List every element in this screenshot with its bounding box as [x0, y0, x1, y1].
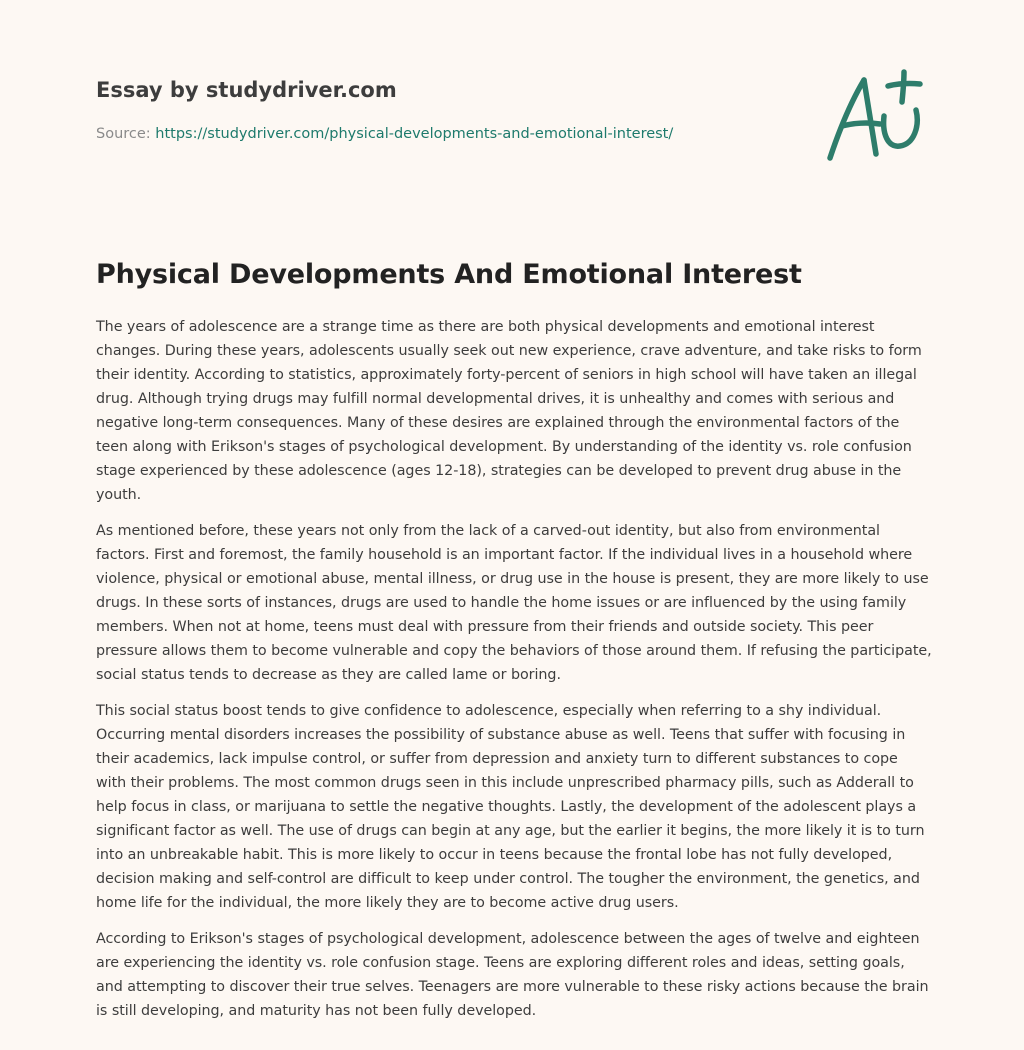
essay-paragraph: According to Erikson's stages of psychological development, adolescence between the ages of twelve and eighteen are experiencing the identity vs. role confusion stage. Teens are exploring different roles and ideas, setting goals, and attempting to discover their true selves. Teenagers are more vulnerable to these risky actions because the brain is still developing, and maturity has not been fully developed.: [96, 931, 929, 1019]
a-plus-logo-icon: [820, 64, 930, 168]
source-line: [96, 124, 796, 144]
source-label: Source:: [96, 126, 151, 142]
site-title: Essay by studydriver.com: [96, 78, 397, 102]
essay-paragraph: The years of adolescence are a strange time as there are both physical developments and emotional interest changes. During these years, adolescents usually seek out new experience, crave adventure, and take risks to form their identity. According to statistics, approximately forty-percent of seniors in high school will have taken an illegal drug. Although trying drugs may fulfill normal developmental drives, it is unhealthy and comes with serious and negative long-term consequences. Many of these desires are explained through the environmental factors of the teen along with Erikson's stages of psychological development. By understanding of the identity vs. role confusion stage experienced by these adolescence (ages 12-18), strategies can be developed to prevent drug abuse in the youth.: [96, 319, 922, 503]
page-header: [96, 76, 796, 144]
document-title: Physical Developments And Emotional Interest: [96, 259, 802, 290]
source-link[interactable]: https://studydriver.com/physical-developments-and-emotional-interest/: [155, 126, 674, 142]
essay-paragraph: As mentioned before, these years not only from the lack of a carved-out identity, but also from environmental factors. First and foremost, the family household is an important factor. If the individual lives in a household where violence, physical or emotional abuse, mental illness, or drug use in the house is present, they are more likely to use drugs. In these sorts of instances, drugs are used to handle the home issues or are influenced by the using family members. When not at home, teens must deal with pressure from their friends and outside society. This peer pressure allows them to become vulnerable and copy the behaviors of those around them. If refusing the participate, social status tends to decrease as they are called lame or boring.: [96, 523, 932, 683]
essay-body: [96, 315, 932, 1035]
essay-paragraph: This social status boost tends to give confidence to adolescence, especially when referring to a shy individual. Occurring mental disorders increases the possibility of substance abuse as well. Teens that suffer with focusing in their academics, lack impulse control, or suffer from depression and anxiety turn to different substances to cope with their problems. The most common drugs seen in this include unprescribed pharmacy pills, such as Adderall to help focus in class, or marijuana to settle the negative thoughts. Lastly, the development of the adolescent plays a significant factor as well. The use of drugs can begin at any age, but the earlier it begins, the more likely it is to turn into an unbreakable habit. This is more likely to occur in teens because the frontal lobe has not fully developed, decision making and self-control are difficult to keep under control. The tougher the environment, the genetics, and home life for the individual, the more likely they are to become active drug users.: [96, 703, 925, 911]
